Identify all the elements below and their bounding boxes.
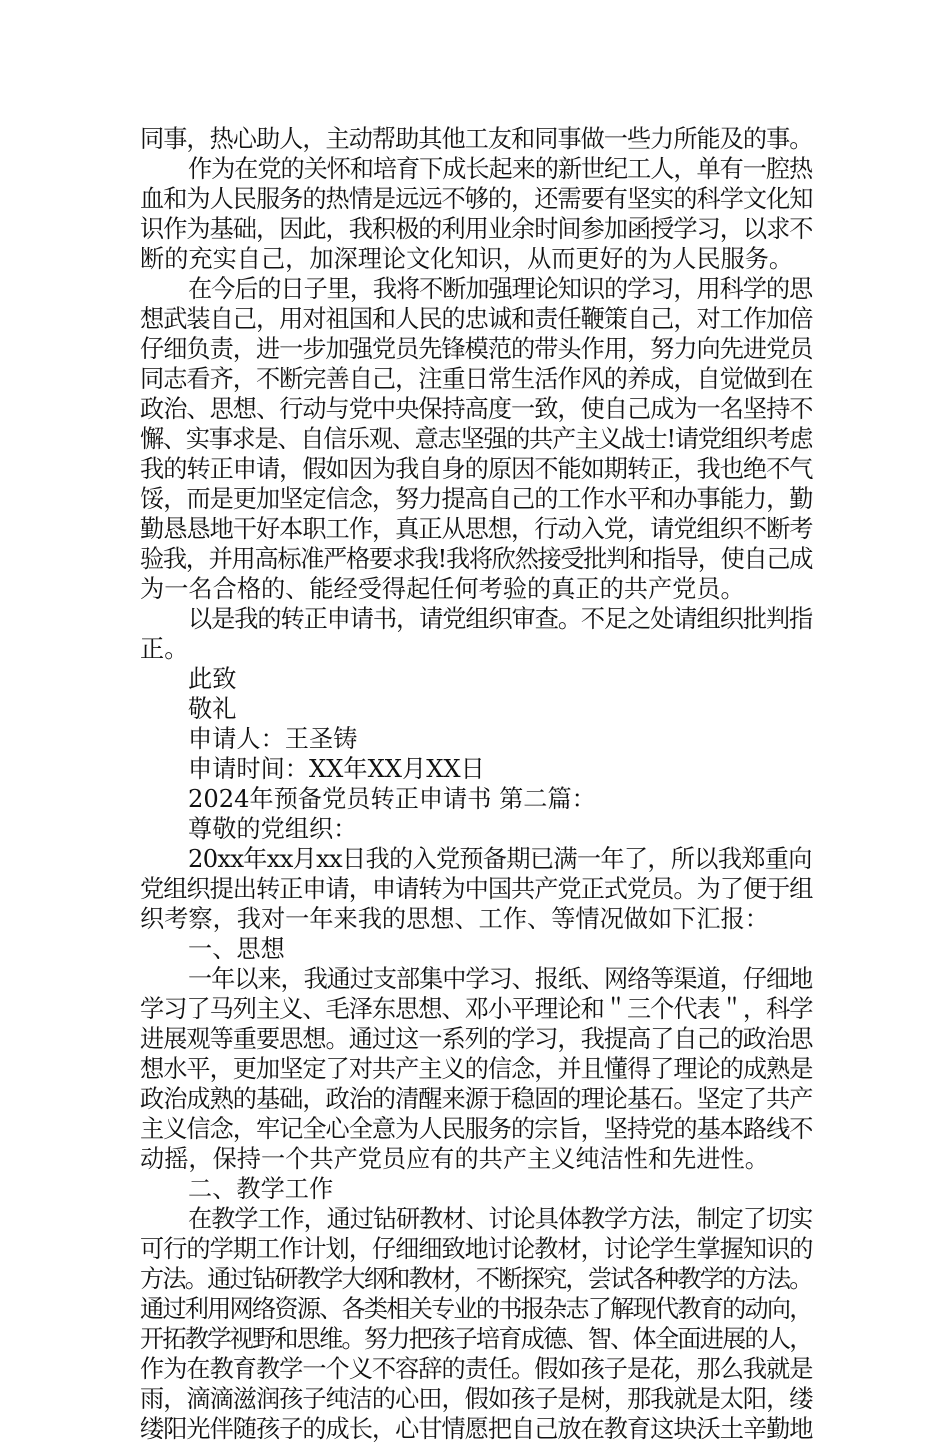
text-line: 申请人：王圣铸 — [188, 725, 358, 753]
text-line: 同事，热心助人，主动帮助其他工友和同事做一些力所能及的事。 — [140, 125, 813, 153]
text-line: 同志看齐，不断完善自己，注重日常生活作风的养成，自觉做到在 — [140, 365, 813, 393]
text-line: 二、教学工作 — [188, 1175, 334, 1203]
text-line: 懈、实事求是、自信乐观、意志坚强的共产主义战士!请党组织考虑 — [140, 425, 813, 453]
text-line: 申请时间：XX年XX月XX日 — [188, 755, 485, 783]
text-line: 动摇，保持一个共产党员应有的共产主义纯洁性和先进性。 — [140, 1145, 769, 1173]
text-line: 20xx年xx月xx日我的入党预备期已满一年了，所以我郑重向 — [188, 845, 812, 873]
text-line: 勤恳恳地干好本职工作，真正从思想，行动入党，请党组织不断考 — [140, 515, 813, 543]
text-line: 尊敬的党组织： — [188, 815, 358, 843]
text-line: 在今后的日子里，我将不断加强理论知识的学习，用科学的思 — [188, 275, 813, 303]
text-line: 断的充实自己，加深理论文化知识，从而更好的为人民服务。 — [140, 245, 794, 273]
text-line: 党组织提出转正申请，申请转为中国共产党正式党员。为了便于组 — [140, 875, 813, 903]
text-line: 想水平，更加坚定了对共产主义的信念，并且懂得了理论的成熟是 — [140, 1055, 813, 1083]
text-line: 验我，并用高标准严格要求我!我将欣然接受批判和指导，使自己成 — [140, 545, 813, 573]
text-line: 作为在教育教学一个义不容辞的责任。假如孩子是花，那么我就是 — [140, 1355, 813, 1383]
text-line: 馁，而是更加坚定信念，努力提高自己的工作水平和办事能力，勤 — [140, 485, 813, 513]
document-body — [140, 124, 813, 1444]
text-line: 2024年预备党员转正申请书 第二篇： — [188, 785, 596, 813]
text-line: 政治成熟的基础，政治的清醒来源于稳固的理论基石。坚定了共产 — [140, 1085, 813, 1113]
text-line: 雨，滴滴滋润孩子纯洁的心田，假如孩子是树，那我就是太阳，缕 — [140, 1385, 813, 1413]
text-line: 识作为基础，因此，我积极的利用业余时间参加函授学习，以求不 — [140, 215, 813, 243]
text-line: 此致 — [188, 665, 237, 693]
text-line: 方法。通过钻研教学大纲和教材，不断探究，尝试各种教学的方法。 — [140, 1265, 812, 1293]
text-line: 缕阳光伴随孩子的成长，心甘情愿把自己放在教育这块沃土辛勤地 — [140, 1415, 813, 1443]
text-line: 正。 — [140, 635, 189, 663]
text-line: 可行的学期工作计划，仔细细致地讨论教材，讨论学生掌握知识的 — [140, 1235, 813, 1263]
text-line: 一、思想 — [188, 935, 285, 963]
text-line: 通过利用网络资源、各类相关专业的书报杂志了解现代教育的动向， — [140, 1295, 812, 1323]
text-line: 仔细负责，进一步加强党员先锋模范的带头作用，努力向先进党员 — [140, 335, 813, 363]
text-line: 作为在党的关怀和培育下成长起来的新世纪工人，单有一腔热 — [188, 155, 813, 183]
text-line: 政治、思想、行动与党中央保持高度一致，使自己成为一名坚持不 — [140, 395, 813, 423]
text-line: 血和为人民服务的热情是远远不够的，还需要有坚实的科学文化知 — [140, 185, 813, 213]
text-line: 主义信念，牢记全心全意为人民服务的宗旨，坚持党的基本路线不 — [140, 1115, 813, 1143]
text-line: 织考察，我对一年来我的思想、工作、等情况做如下汇报： — [140, 905, 769, 933]
text-line: 一年以来，我通过支部集中学习、报纸、网络等渠道，仔细地 — [188, 965, 813, 993]
text-line: 学习了马列主义、毛泽东思想、邓小平理论和＂三个代表＂，科学 — [140, 995, 813, 1023]
text-line: 在教学工作，通过钻研教材、讨论具体教学方法，制定了切实 — [188, 1205, 813, 1233]
text-line: 为一名合格的、能经受得起任何考验的真正的共产党员。 — [140, 575, 745, 603]
text-line: 我的转正申请，假如因为我自身的原因不能如期转正，我也绝不气 — [140, 455, 813, 483]
text-line: 以是我的转正申请书，请党组织审查。不足之处请组织批判指 — [188, 605, 813, 633]
text-line: 开拓教学视野和思维。努力把孩子培育成德、智、体全面进展的人， — [140, 1325, 812, 1353]
text-line: 想武装自己，用对祖国和人民的忠诚和责任鞭策自己，对工作加倍 — [140, 305, 813, 333]
text-line: 敬礼 — [188, 695, 237, 723]
text-line: 进展观等重要思想。通过这一系列的学习，我提高了自己的政治思 — [140, 1025, 813, 1053]
